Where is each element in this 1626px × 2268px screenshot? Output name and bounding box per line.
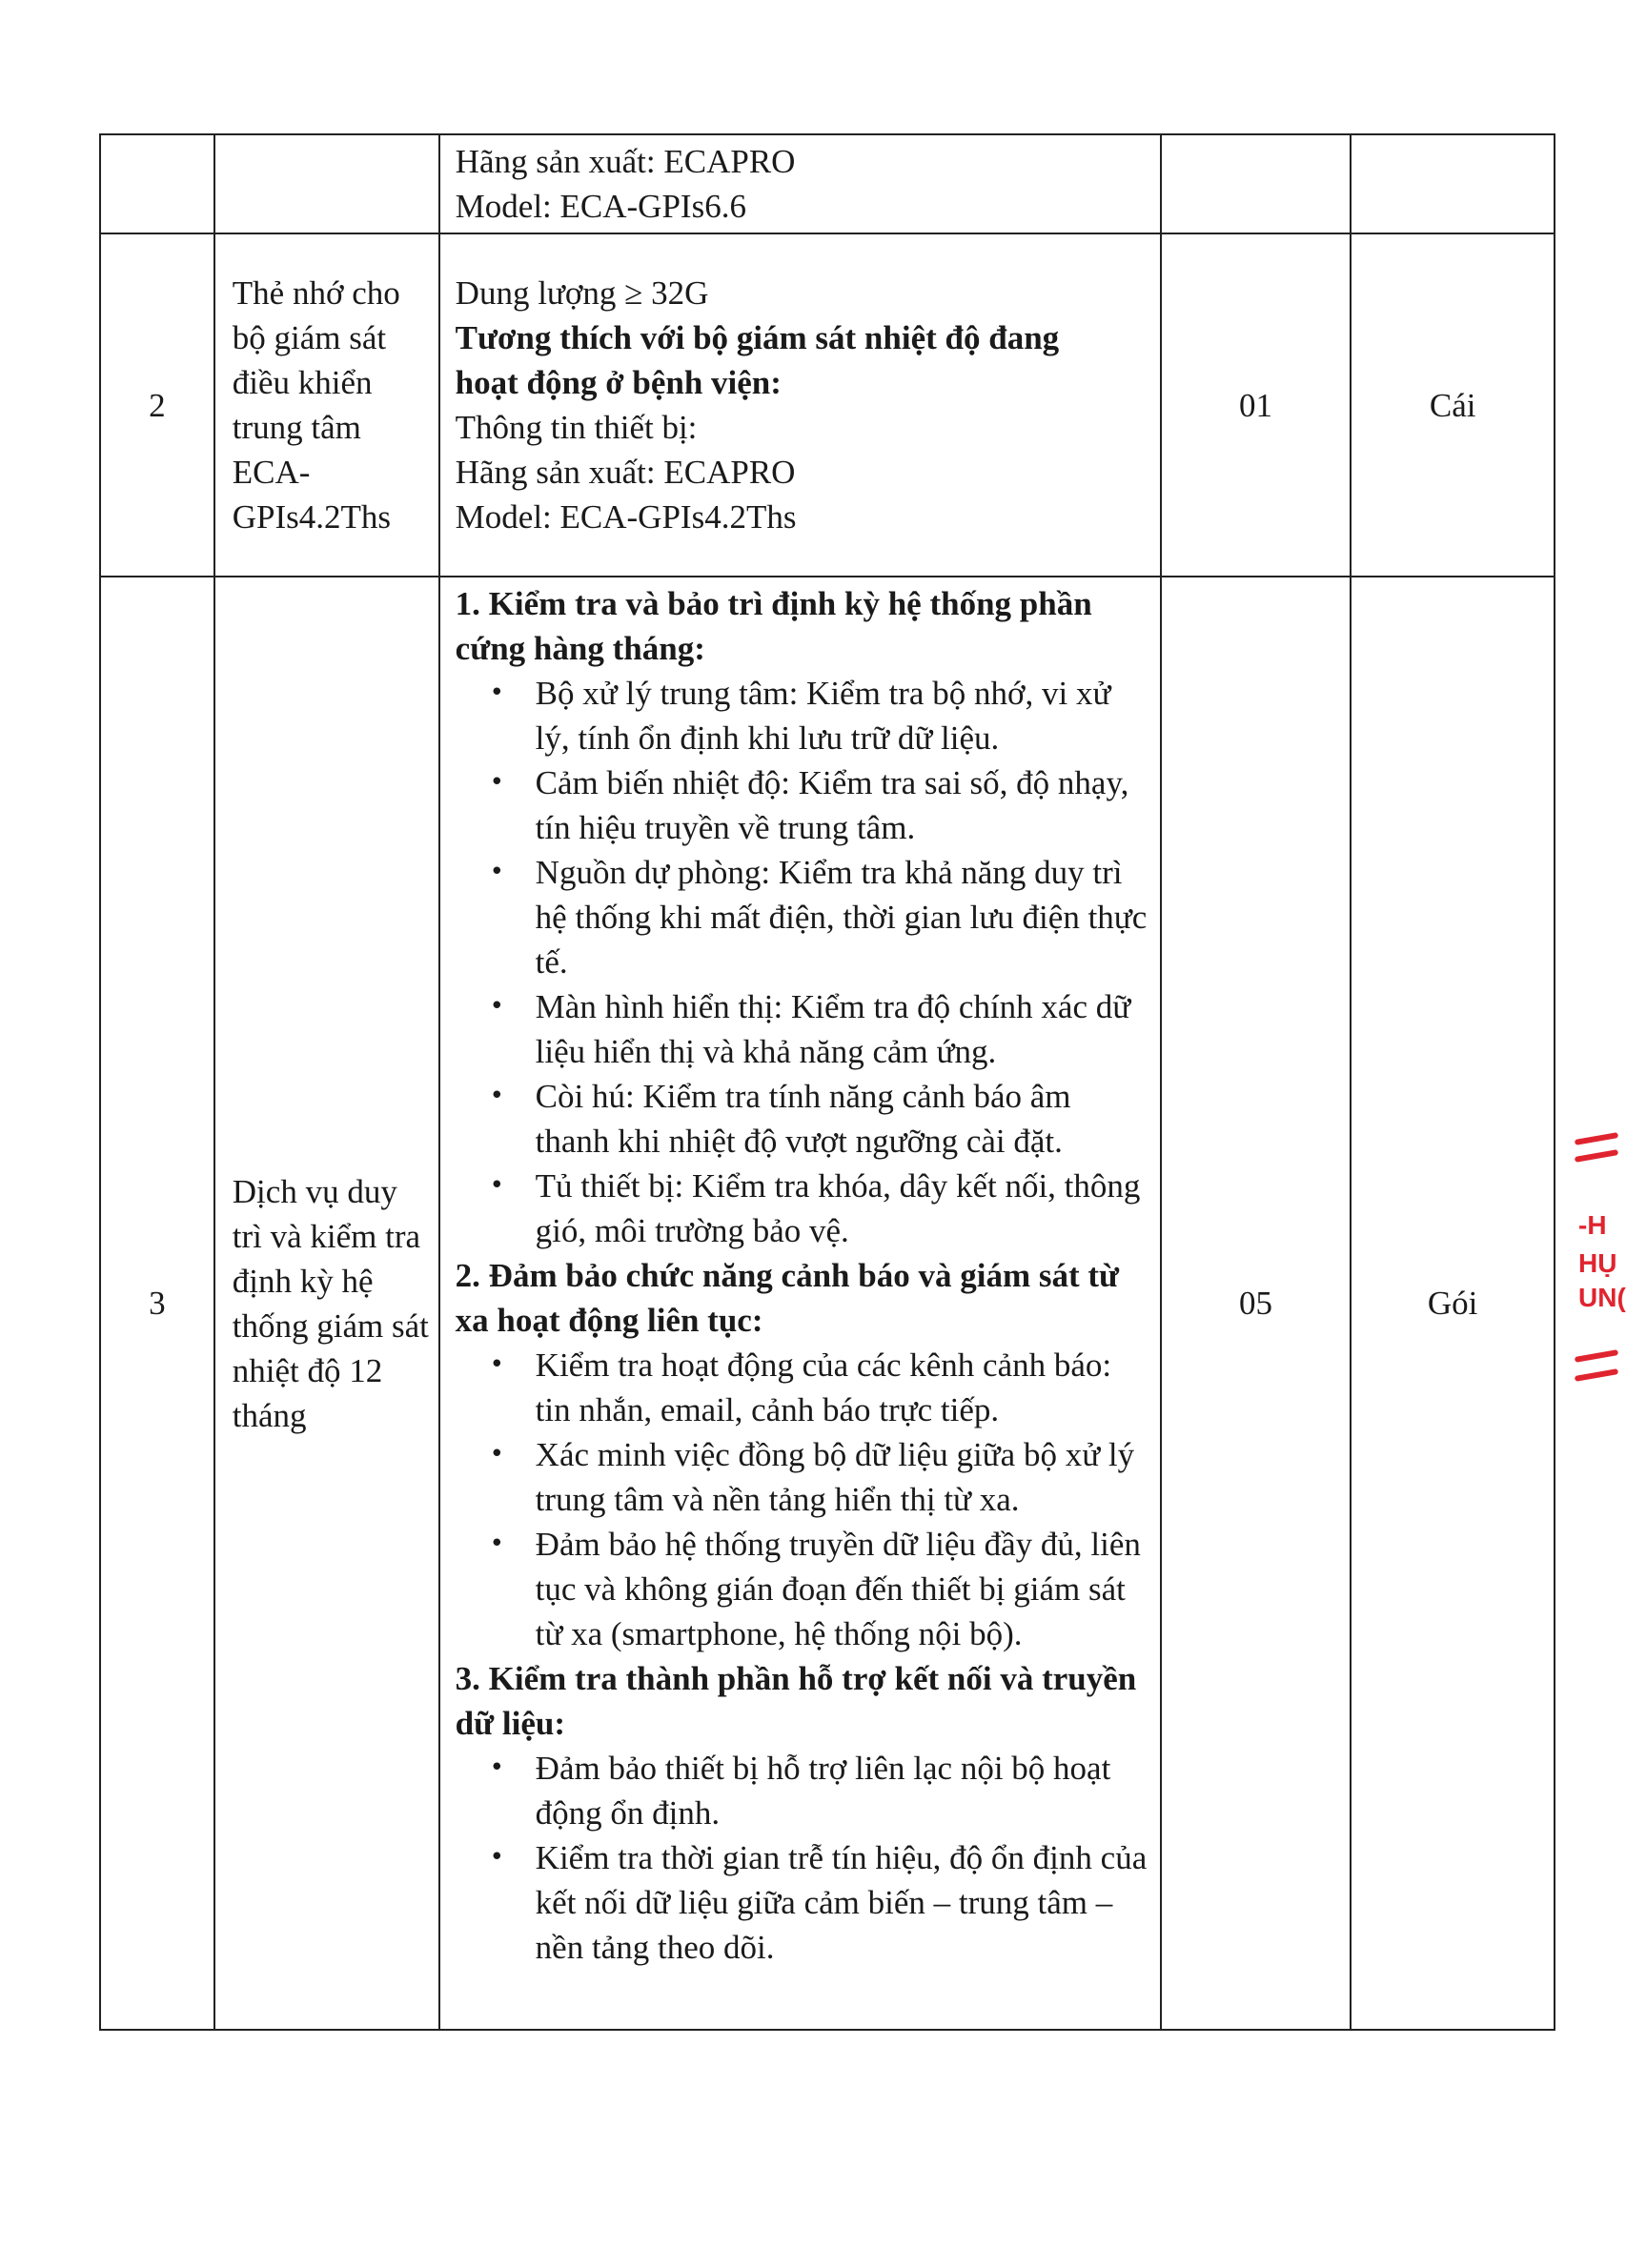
stt-cell: 3	[100, 577, 214, 2030]
section-heading: 1. Kiểm tra và bảo trì định kỳ hệ thống phần cứng hàng tháng:	[455, 585, 1092, 667]
name-line: Dịch vụ duy	[232, 1172, 397, 1210]
stamp-text: -H	[1578, 1210, 1607, 1240]
list-item: • Kiểm tra thời gian trễ tín hiệu, độ ổn định của kết nối dữ liệu giữa cảm biến – trung tâm – nền tảng theo dõi.	[536, 1835, 1152, 1970]
spec-line: Dung lượng ≥ 32G	[455, 274, 709, 312]
list-item: • Xác minh việc đồng bộ dữ liệu giữa bộ xử lý trung tâm và nền tảng hiển thị từ xa.	[536, 1432, 1152, 1522]
list-item: • Màn hình hiển thị: Kiểm tra độ chính xác dữ liệu hiển thị và khả năng cảm ứng.	[536, 984, 1152, 1074]
name-line: trì và kiểm tra	[232, 1217, 421, 1255]
name-line: trung tâm	[232, 409, 361, 446]
list-item: • Còi hú: Kiểm tra tính năng cảnh báo âm thanh khi nhiệt độ vượt ngưỡng cài đặt.	[536, 1074, 1152, 1164]
unit-cell: Gói	[1351, 577, 1555, 2030]
stamp-arc	[1575, 1368, 1618, 1382]
spec-line: Hãng sản xuất: ECAPRO	[455, 143, 796, 180]
quantity-cell	[1161, 134, 1352, 233]
quantity-cell: 01	[1161, 233, 1352, 577]
spec-line: Model: ECA-GPIs4.2Ths	[455, 498, 797, 536]
stt-cell: 2	[100, 233, 214, 577]
item-spec-cell	[439, 134, 1161, 233]
item-name-cell	[214, 233, 439, 577]
spec-bold-line: hoạt động ở bệnh viện:	[455, 364, 782, 401]
table-row	[100, 233, 1555, 577]
stt-cell	[100, 134, 214, 233]
stamp-arc	[1575, 1349, 1618, 1363]
name-line: GPIs4.2Ths	[232, 498, 392, 536]
section-list	[456, 671, 1152, 1253]
section-list	[456, 1746, 1152, 1970]
item-name-cell	[214, 577, 439, 2030]
list-item: • Nguồn dự phòng: Kiểm tra khả năng duy trì hệ thống khi mất điện, thời gian lưu điện thực tế.	[536, 850, 1152, 984]
spec-line: Model: ECA-GPIs6.6	[455, 188, 746, 225]
quantity-cell: 05	[1161, 577, 1352, 2030]
list-item: • Đảm bảo thiết bị hỗ trợ liên lạc nội bộ hoạt động ổn định.	[536, 1746, 1152, 1835]
name-line: điều khiển	[232, 364, 373, 401]
list-item: • Đảm bảo hệ thống truyền dữ liệu đầy đủ, liên tục và không gián đoạn đến thiết bị giám sát từ xa (smartphone, hệ thống nội bộ).	[536, 1522, 1152, 1656]
table-row	[100, 134, 1555, 233]
list-item: • Kiểm tra hoạt động của các kênh cảnh báo: tin nhắn, email, cảnh báo trực tiếp.	[536, 1343, 1152, 1432]
name-line: Thẻ nhớ cho	[232, 274, 400, 312]
item-spec-cell	[439, 233, 1161, 577]
spec-line: Thông tin thiết bị:	[455, 409, 698, 446]
name-line: ECA-	[232, 454, 311, 491]
unit-cell	[1351, 134, 1555, 233]
name-line: thống giám sát	[232, 1306, 429, 1345]
list-item: • Cảm biến nhiệt độ: Kiểm tra sai số, độ nhạy, tín hiệu truyền về trung tâm.	[536, 760, 1152, 850]
list-item: • Tủ thiết bị: Kiểm tra khóa, dây kết nối, thông gió, môi trường bảo vệ.	[536, 1164, 1152, 1253]
table-row	[100, 577, 1555, 2030]
section-list	[456, 1343, 1152, 1656]
item-spec-cell	[439, 577, 1161, 2030]
section-heading: 3. Kiểm tra thành phần hỗ trợ kết nối và truyền dữ liệu:	[455, 1660, 1137, 1742]
name-line: định kỳ hệ	[232, 1262, 374, 1300]
name-line: bộ giám sát	[232, 319, 387, 356]
red-stamp-fragment	[1571, 1115, 1626, 1410]
specification-table	[99, 133, 1555, 2031]
spec-bold-line: Tương thích với bộ giám sát nhiệt độ đang	[455, 319, 1060, 356]
stamp-arc	[1575, 1149, 1618, 1163]
list-item: • Bộ xử lý trung tâm: Kiểm tra bộ nhớ, vi xử lý, tính ổn định khi lưu trữ dữ liệu.	[536, 671, 1152, 760]
name-line: nhiệt độ 12	[232, 1351, 383, 1389]
unit-cell: Cái	[1351, 233, 1555, 577]
item-name-cell	[214, 134, 439, 233]
spec-line: Hãng sản xuất: ECAPRO	[455, 454, 796, 491]
name-line: tháng	[232, 1396, 307, 1434]
section-heading: 2. Đảm bảo chức năng cảnh báo và giám sát từ xa hoạt động liên tục:	[455, 1257, 1120, 1339]
stamp-text: UN(	[1578, 1283, 1626, 1312]
stamp-text: HỤ	[1578, 1248, 1617, 1278]
stamp-arc	[1575, 1132, 1618, 1145]
